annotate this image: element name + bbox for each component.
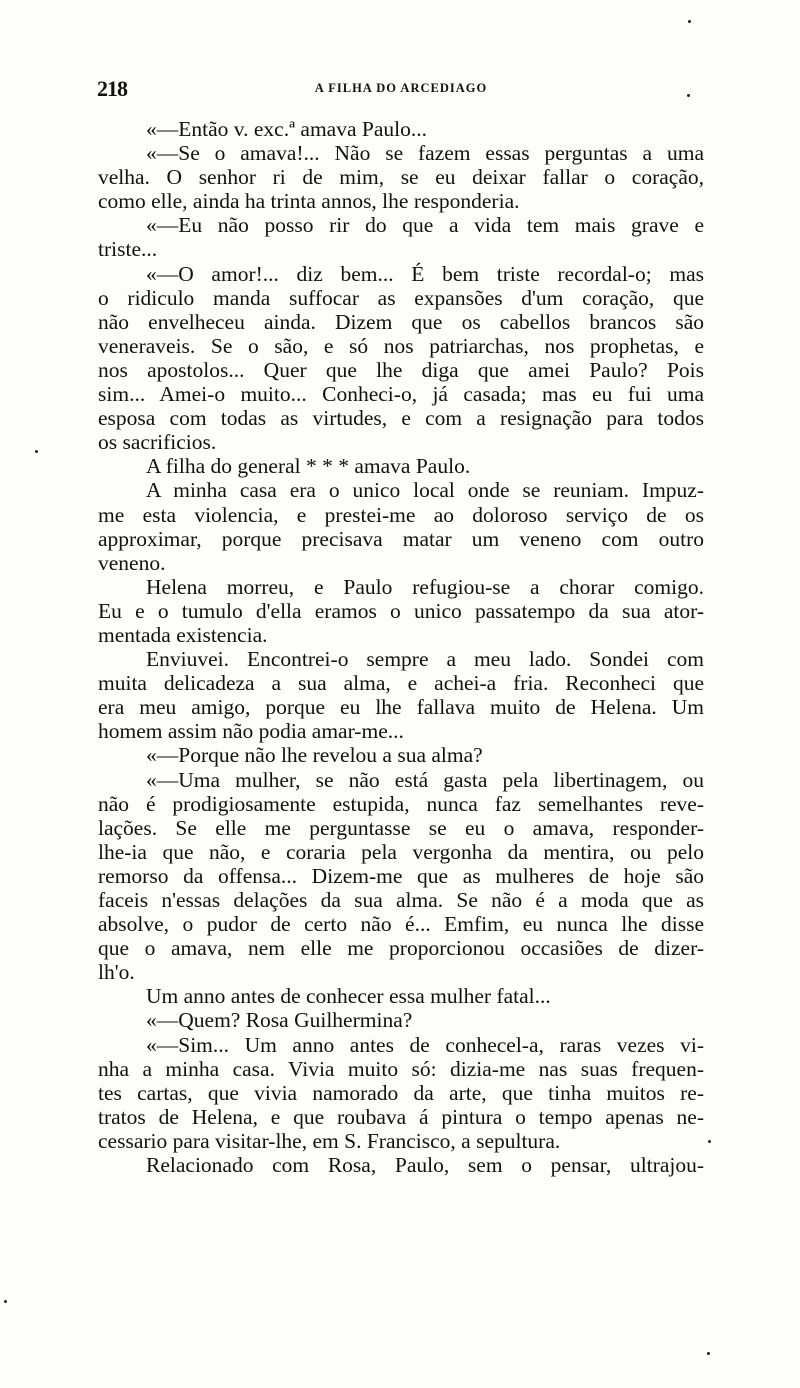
- page-number: 218: [97, 76, 127, 101]
- text-line: A filha do general * * * amava Paulo.: [146, 454, 471, 479]
- text-line: esposa com todas as virtudes, e com a resignação para todos: [98, 406, 704, 431]
- text-line: nos apostolos... Quer que lhe diga que amei Paulo? Pois: [98, 357, 704, 382]
- text-line: «—Uma mulher, se não está gasta pela libertinagem, ou: [146, 767, 704, 792]
- text-line: «—Então v. exc.ª amava Paulo...: [146, 117, 427, 141]
- text-line: tratos de Helena, e que roubava á pintura o tempo apenas ne-: [98, 1104, 704, 1129]
- text-line: velha. O senhor ri de mim, se eu deixar fallar o coração,: [98, 165, 704, 190]
- text-line: Eu e o tumulo d'ella eramos o unico passatempo da sua ator-: [98, 598, 704, 623]
- text-line: absolve, o pudor de certo não é... Emfim, eu nunca lhe disse: [98, 912, 704, 937]
- text-line: Relacionado com Rosa, Paulo, sem o pensar, ultrajou-: [146, 1153, 704, 1178]
- text-line: «—Sim... Um anno antes de conhecel-a, raras vezes vi-: [146, 1032, 704, 1057]
- scan-speck: [35, 450, 38, 453]
- text-line: faceis n'essas delações da sua alma. Se não é a moda que as: [98, 888, 704, 912]
- text-line: «—Eu não posso rir do que a vida tem mais grave e: [146, 213, 704, 238]
- text-line: «—Se o amava!... Não se fazem essas perguntas a uma: [146, 141, 704, 166]
- text-line: tes cartas, que vivia namorado da arte, que tinha muitos re-: [98, 1080, 704, 1105]
- text-line: muita delicadeza a sua alma, e achei-a fria. Reconheci que: [98, 671, 704, 696]
- text-line: A minha casa era o unico local onde se reuniam. Impuz-: [146, 478, 704, 503]
- text-line: triste...: [98, 237, 158, 262]
- text-line: veneno.: [98, 550, 166, 575]
- text-line: que o amava, nem elle me proporcionou occasiões de dizer-: [98, 936, 704, 961]
- text-line: mentada existencia.: [98, 622, 268, 647]
- text-line: cessario para visitar-lhe, em S. Francisco, a sepultura.: [98, 1128, 561, 1153]
- text-line: os sacrificios.: [98, 430, 217, 455]
- scan-speck: [707, 1352, 710, 1355]
- text-line: não envelheceu ainda. Dizem que os cabellos brancos são: [98, 309, 704, 334]
- text-line: homem assim não podia amar-me...: [98, 719, 404, 744]
- text-line: sim... Amei-o muito... Conheci-o, já casada; mas eu fui uma: [98, 382, 704, 407]
- text-line: lações. Se elle me perguntasse se eu o amava, responder-: [98, 815, 704, 840]
- text-line: «—O amor!... diz bem... É bem triste recordal-o; mas: [146, 261, 704, 286]
- text-line: Enviuvei. Encontrei-o sempre a meu lado. Sondei com: [146, 647, 704, 672]
- text-line: «—Porque não lhe revelou a sua alma?: [146, 743, 483, 768]
- scan-speck: [4, 1300, 7, 1303]
- scan-speck: [687, 94, 690, 97]
- body-text: [98, 117, 704, 1177]
- text-line: não é prodigiosamente estupida, nunca faz semelhantes reve-: [98, 791, 704, 816]
- text-line: Helena morreu, e Paulo refugiou-se a chorar comigo.: [146, 574, 704, 599]
- text-line: remorso da offensa... Dizem-me que as mulheres de hoje são: [98, 863, 704, 888]
- text-line: veneraveis. Se o são, e só nos patriarchas, nos prophetas, e: [98, 333, 704, 358]
- scan-speck: [708, 1140, 711, 1143]
- text-line: lh'o.: [98, 960, 135, 985]
- text-line: nha a minha casa. Vivia muito só: dizia-me nas suas frequen-: [98, 1056, 704, 1081]
- text-line: «—Quem? Rosa Guilhermina?: [146, 1008, 413, 1033]
- text-line: o ridiculo manda suffocar as expansões d'um coração, que: [98, 285, 704, 310]
- scan-speck: [688, 20, 691, 23]
- running-title: A FILHA DO ARCEDIAGO: [314, 81, 488, 95]
- text-line: lhe-ia que não, e coraria pela vergonha da mentira, ou pelo: [98, 839, 704, 864]
- text-line: era meu amigo, porque eu lhe fallava muito de Helena. Um: [98, 695, 704, 720]
- text-line: Um anno antes de conhecer essa mulher fatal...: [146, 984, 551, 1009]
- text-line: me esta violencia, e prestei-me ao doloroso serviço de os: [98, 502, 704, 527]
- text-line: approximar, porque precisava matar um veneno com outro: [98, 526, 704, 551]
- page-header: [97, 76, 705, 100]
- text-line: como elle, ainda ha trinta annos, lhe responderia.: [98, 189, 520, 214]
